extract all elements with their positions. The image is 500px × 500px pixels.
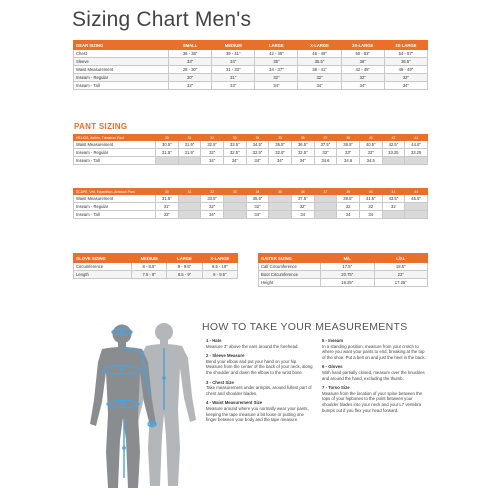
table-cell: 46 - 49" [298,50,341,58]
measurement-step [206,353,314,375]
how-to-measure-title: HOW TO TAKE YOUR MEASUREMENTS [202,321,408,333]
measurement-step [206,338,314,349]
size-header: 38 [337,189,360,195]
table-cell [405,157,428,165]
table-cell: 36.5" [384,58,427,66]
table-cell: 36" [341,58,384,66]
table-cell [314,203,337,211]
step-title: 5 - Inseam [322,338,344,343]
column-header: GLOVE SIZING [74,254,132,263]
size-header: 33 [223,135,246,141]
table-cell: 32 [359,203,382,211]
table-cell [269,203,292,211]
table-cell [382,211,405,219]
table-cell: 34" [255,82,298,90]
table-cell: 34" [201,211,224,219]
table-cell: 33" [212,82,255,90]
page-title: Sizing Chart Men's [72,8,252,31]
table-cell: 38.5" [337,141,360,149]
table-cell [178,203,201,211]
table-cell: 32" [291,203,314,211]
table-cell: 30.5" [156,141,179,149]
row-label: Calf Circumference [259,263,321,271]
size-header: 31 [178,189,201,195]
table-cell: 34" [223,157,246,165]
measurement-figures-illustration [78,318,204,490]
measurement-step [206,400,314,422]
gaiter-sizing-table [258,253,428,287]
table-cell [223,203,246,211]
table-cell: 34.5" [246,141,269,149]
table-cell: 42.5" [382,141,405,149]
row-label: Height [259,279,321,287]
step-title: 7 - Torso Size [322,385,350,391]
size-header: 36 [291,189,314,195]
table-header-row [74,41,428,50]
table-cell: 35" [255,58,298,66]
table-cell [314,211,337,219]
table-cell: 31.5" [178,149,201,157]
size-header: 35 [269,135,292,141]
column-header: GEAR SIZING [74,41,169,50]
size-header: 36 [291,135,314,141]
size-header: 42 [382,189,405,195]
table-cell: 32.5" [246,149,269,157]
table-cell: 32.5" [269,149,292,157]
table-cell: 35.5" [269,141,292,149]
step-title: 2 - Sleeve Measure [206,353,245,359]
table-cell: 37.5" [291,195,314,203]
table-row [74,66,428,74]
table-cell: 34.6 [314,157,337,165]
step-text: Measure 3" above the ears around the forehead. [206,343,299,349]
size-header: 30 [156,135,179,141]
table-cell: 35.5" [246,195,269,203]
table-cell [156,157,179,165]
table-row [74,50,428,58]
table-cell: 8.5 - 9" [167,271,202,279]
size-header: 32 [201,189,224,195]
table-cell: 34 [291,211,314,219]
table-cell [178,195,201,203]
table-cell: 34" [269,157,292,165]
size-header: 34 [246,135,269,141]
table-cell [269,195,292,203]
table-cell: 34.6 [337,157,360,165]
row-label: Waist Measurement [74,141,156,149]
table-row [74,74,428,82]
table-cell: 33" [359,149,382,157]
table-cell: 44.5" [405,141,428,149]
size-header: 40 [359,189,382,195]
table-cell: 34" [212,58,255,66]
pant-sizing-table-2 [73,188,428,219]
table-row [259,271,428,279]
column-header: GAITER SIZING [259,254,321,263]
table-row [259,279,428,287]
table-cell: 40.5" [359,141,382,149]
size-header: 44 [405,189,428,195]
table-cell: 31 - 33" [212,66,255,74]
table-row [74,141,428,149]
table-cell: 32" [384,74,427,82]
table-cell [314,195,337,203]
table-cell [223,195,246,203]
table-cell: 36.5" [291,141,314,149]
step-text: Measure from the location of your spine between the tops of your hipbones to the point between your shoulder blades into your neck and your L7 vertebra bumps out if you flex your head forward. [322,390,423,413]
table-cell: 33" [337,149,360,157]
table-cell: 37.5" [314,141,337,149]
table-cell: 32" [341,74,384,82]
table-cell: 33" [169,58,212,66]
table-header-row [259,254,428,263]
table-cell: 46 - 49" [384,66,427,74]
column-header: MEDIUM [132,254,167,263]
table-row [74,271,238,279]
column-header: 3X-LARGE [384,41,427,50]
table-cell: 32" [169,82,212,90]
table-cell: 32" [298,74,341,82]
column-header: LARGE [255,41,298,50]
measurement-step [322,364,426,381]
table-cell: 8 - 8.5" [132,263,167,271]
table-cell: 34" [246,157,269,165]
glove-sizing-table [73,253,238,279]
size-header: 44 [405,135,428,141]
step-title: 1 - Hats [206,338,222,343]
size-header: 38 [337,135,360,141]
table-cell: 31.5" [178,141,201,149]
step-text: In a standing position, measure from your crotch to where you want your pants to end, breaking at the top of the shoe. Put a belt on and just the heel in the back. [322,343,426,360]
row-label: Waist Measurement [74,195,156,203]
column-header: X-LARGE [298,41,341,50]
table-cell: 20.75" [321,271,375,279]
pant-model-label: SCAPE, Veil, Expedition, Ambush Pant [74,189,156,195]
table-cell: 41.5" [359,195,382,203]
table-row [259,263,428,271]
table-cell: 16.25" [321,279,375,287]
table-cell: 33.25 [405,149,428,157]
column-header: M/L [321,254,375,263]
table-cell: 32" [255,74,298,82]
row-label: Chest [74,50,169,58]
table-cell: 7.5 - 8" [132,271,167,279]
table-header-row [74,254,238,263]
table-row [74,82,428,90]
table-cell: 34.5 [359,157,382,165]
table-cell: 31" [212,74,255,82]
row-label: Waist Measurement [74,66,169,74]
column-header: L/XL [374,254,428,263]
table-cell [223,211,246,219]
table-cell [178,157,201,165]
size-header: 32 [201,135,224,141]
table-cell: 34" [298,82,341,90]
measurement-step [322,338,426,360]
row-label: Circumference [74,263,132,271]
table-cell: 39 - 41" [212,50,255,58]
table-cell: 17.5" [321,263,375,271]
table-cell [269,211,292,219]
table-cell: 17.25" [374,279,428,287]
table-cell: 34" [246,211,269,219]
pant-sizing-table [73,134,428,165]
table-row [74,203,428,211]
row-label: Inseam - Tall [74,211,156,219]
step-text: With hand partially closed, measure over the knuckles and around the hand, excluding the thumb. [322,369,425,381]
table-cell: 33.5" [223,141,246,149]
table-cell: 39.5" [337,195,360,203]
column-header: X-LARGE [202,254,237,263]
table-cell: 50 - 53" [341,50,384,58]
table-cell: 45.5" [405,195,428,203]
table-row [74,58,428,66]
step-title: 6 - Gloves [322,364,343,370]
table-cell: 32.5" [223,149,246,157]
table-cell: 32" [201,149,224,157]
table-cell: 34 [337,211,360,219]
measurement-step [206,380,314,397]
row-label: Inseam - Regular [74,74,169,82]
table-cell: 32 [382,203,405,211]
table-cell: 22" [374,271,428,279]
table-cell: 32.5" [201,141,224,149]
table-cell: 33" [314,149,337,157]
table-cell: 32 [337,203,360,211]
gear-sizing-table [73,40,428,90]
table-row [74,263,238,271]
table-cell [178,211,201,219]
table-cell [405,203,428,211]
table-cell: 9.5 - 10" [202,263,237,271]
step-text: Bend your elbow and put your hand on your hip. Measure from the center of the back of your neck, along the shoulder and down the elbow to the wrist bone. [206,358,313,375]
table-cell: 31.5" [156,195,179,203]
table-cell: 43.5" [382,195,405,203]
table-cell: 32" [246,203,269,211]
size-header: 37 [314,189,337,195]
table-cell: 31.5" [156,149,179,157]
table-cell: 9 - 9.5" [167,263,202,271]
pant-model-label: HELIOS, Aether, Trimatrax Pant [74,135,156,141]
size-header: 37 [314,135,337,141]
column-header: MEDIUM [212,41,255,50]
step-text: Take measurement under armpits, around fullest part of chest and shoulder blades. [206,385,312,396]
table-cell: 34" [384,82,427,90]
table-cell: 18.5" [374,263,428,271]
table-cell [405,211,428,219]
table-cell: 54 - 57" [384,50,427,58]
row-label: Inseam - Tall [74,82,169,90]
step-text: Measure around where you normally wear your pants, keeping the tape measure a bit loose or putting one finger between your body and the tape measure. [206,405,309,423]
column-header: LARGE [167,254,202,263]
size-header: 40 [359,135,382,141]
row-label: Sleeve [74,58,169,66]
table-cell: 36 - 38" [169,50,212,58]
measurement-steps-right [322,338,426,417]
table-cell: 34 - 37" [255,66,298,74]
table-cell: 31" [156,203,179,211]
table-cell: 35.5" [298,58,341,66]
row-label: Inseam - Tall [74,157,156,165]
table-cell: 33" [156,211,179,219]
column-header: SMALL [169,41,212,50]
table-cell: 30" [169,74,212,82]
size-header: 31 [178,135,201,141]
size-header: 34 [246,189,269,195]
row-label: Inseam - Regular [74,149,156,157]
table-cell: 34 [359,211,382,219]
column-header: 2X-LARGE [341,41,384,50]
table-cell: 33.5" [201,195,224,203]
table-cell: 33.25 [382,149,405,157]
table-cell: 38 - 41" [298,66,341,74]
row-label: Length [74,271,132,279]
table-cell: 32" [201,203,224,211]
step-title: 4 - Waist Measurement Size [206,400,263,406]
table-cell: 34" [341,82,384,90]
row-label: Boot Circumference [259,271,321,279]
step-title: 3 - Chest Size [206,379,234,385]
table-cell: 34" [291,157,314,165]
table-cell: 42 - 45" [341,66,384,74]
size-header: 42 [382,135,405,141]
table-row [74,211,428,219]
table-row [74,195,428,203]
measurement-step [322,385,426,413]
table-row [74,157,428,165]
size-header: 30 [156,189,179,195]
table-cell: 28 - 30" [169,66,212,74]
measurement-steps-left [206,338,314,427]
table-cell: 9 - 9.5" [202,271,237,279]
table-cell: 42 - 45" [255,50,298,58]
table-cell: 32.5" [291,149,314,157]
size-header: 35 [269,189,292,195]
table-row [74,149,428,157]
table-cell: 34" [201,157,224,165]
row-label: Inseam - Regular [74,203,156,211]
pant-sizing-label: PANT SIZING [74,122,128,131]
size-header: 33 [223,189,246,195]
table-cell [382,157,405,165]
